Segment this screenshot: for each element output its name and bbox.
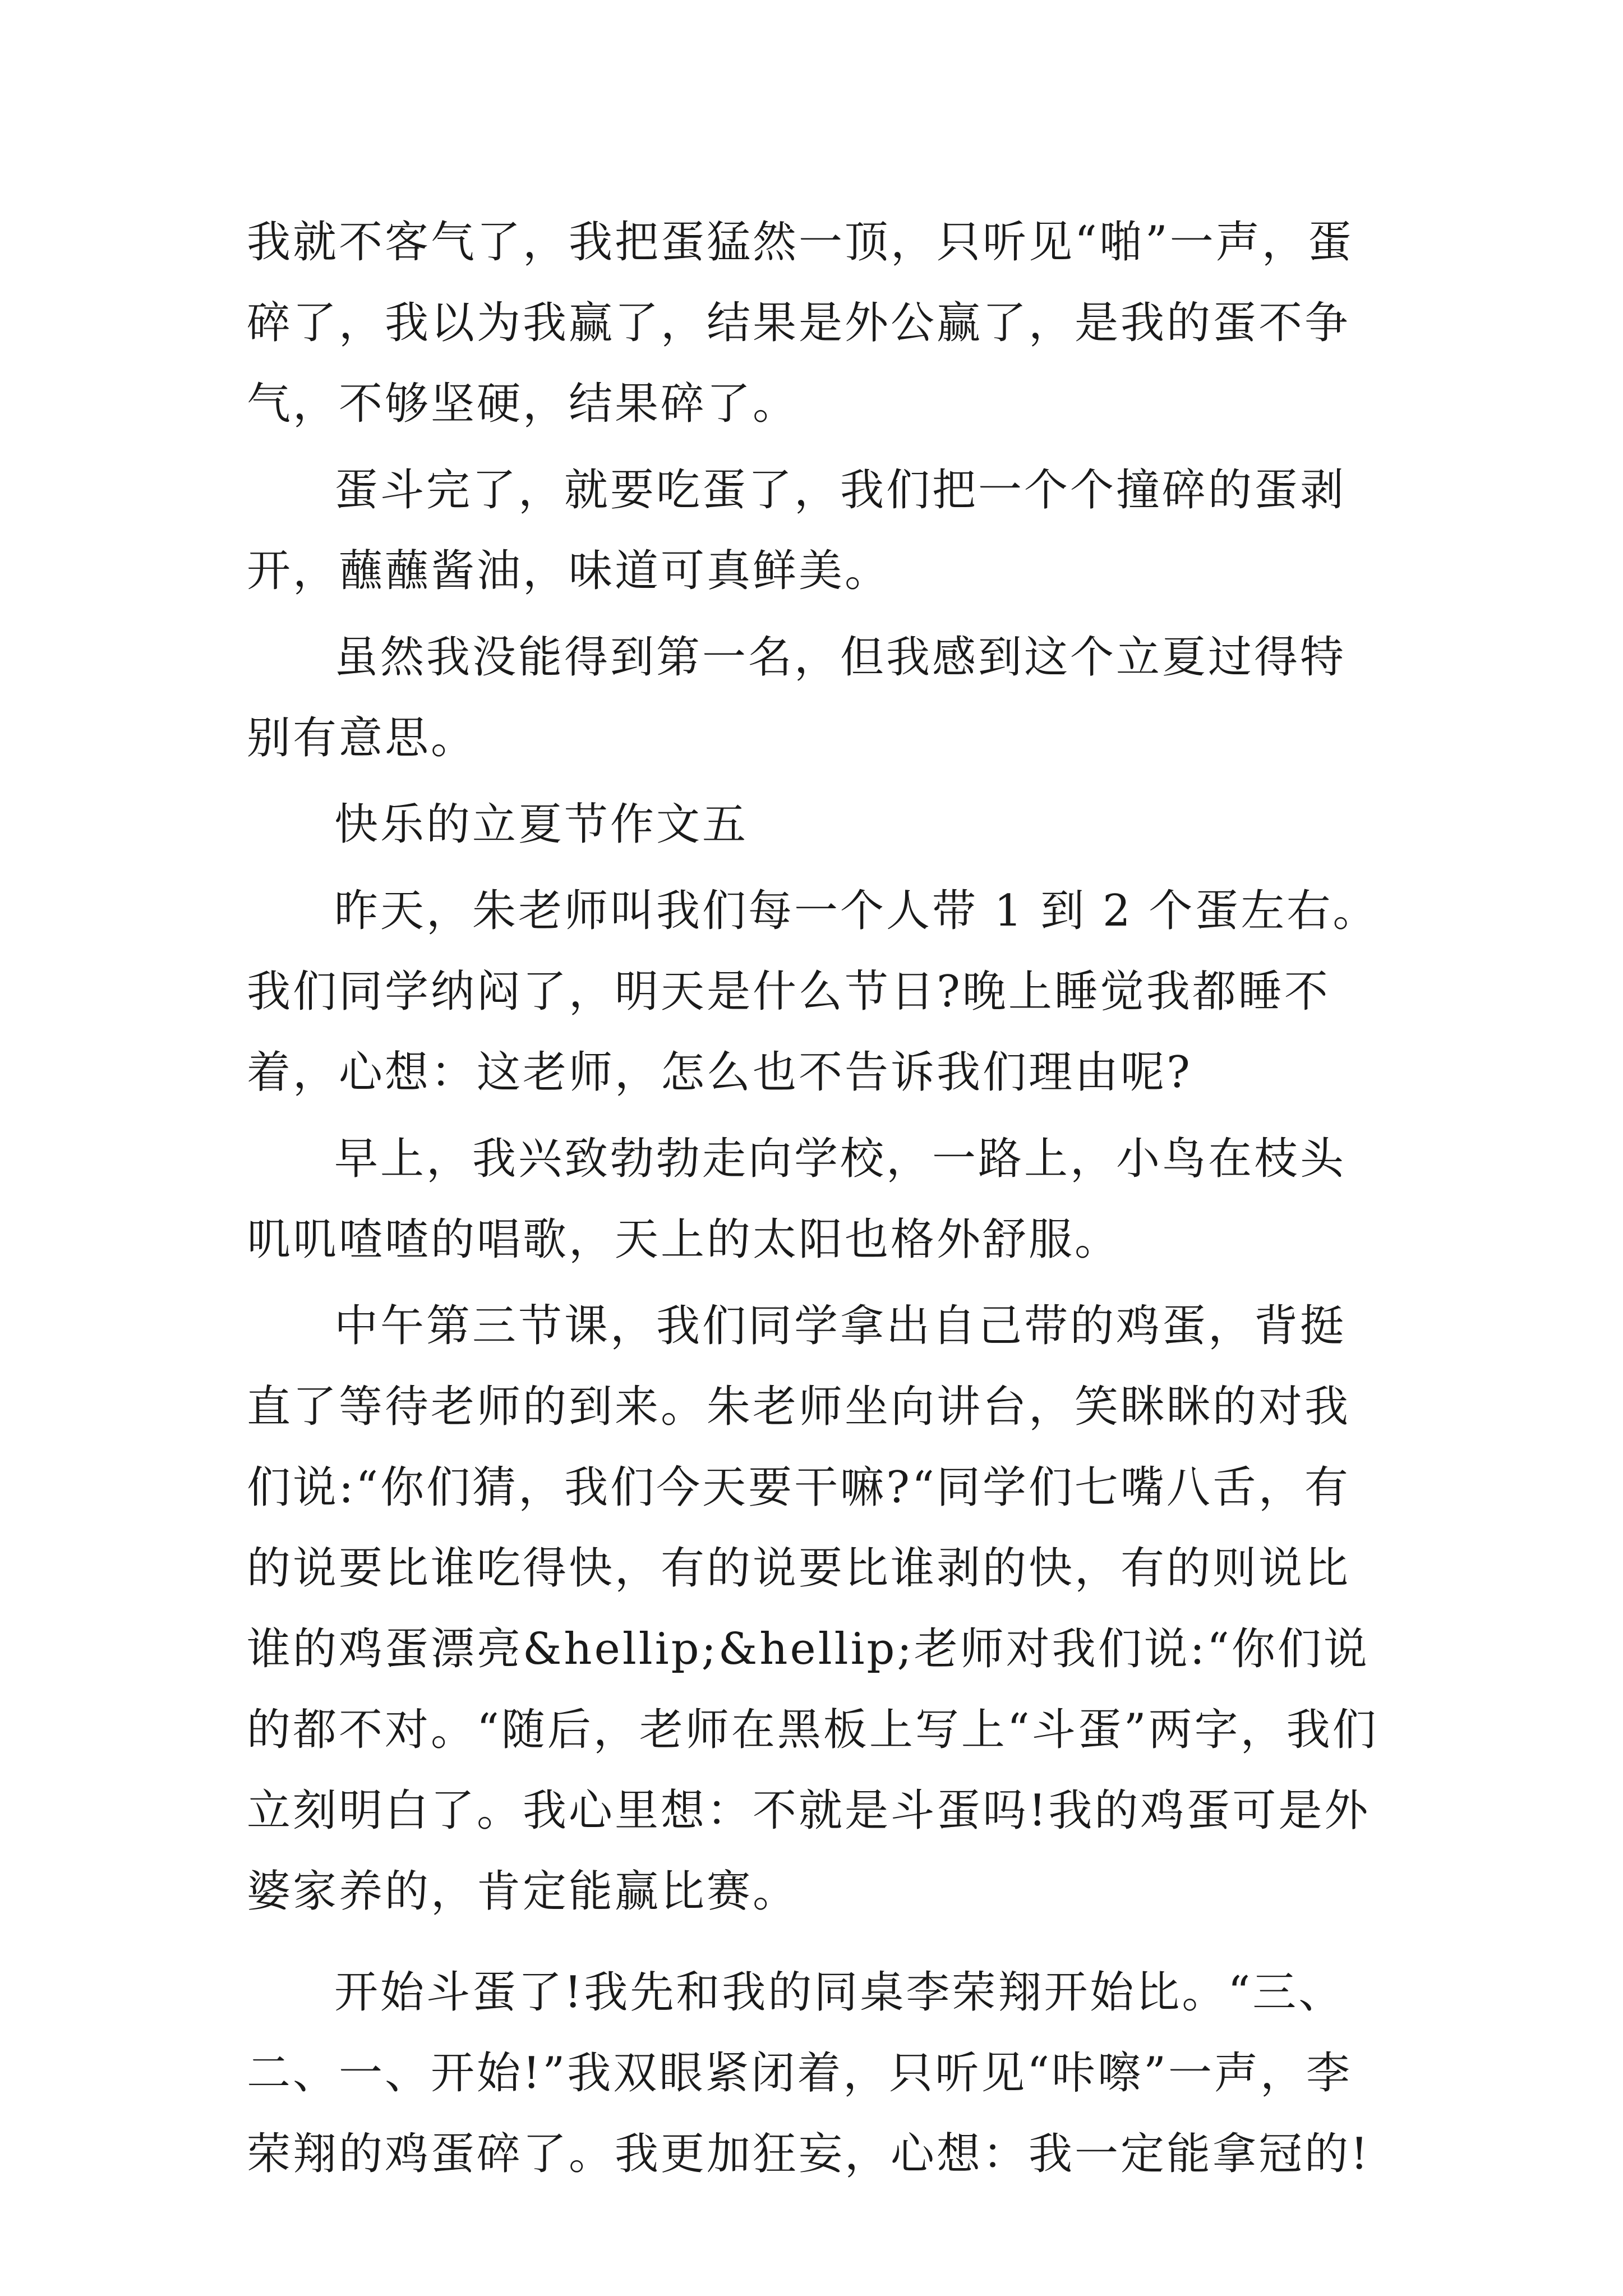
paragraph-interesting-summer: 虽然我没能得到第一名，但我感到这个立夏过得特别有意思。 [247, 632, 1347, 763]
paragraph-egg-broke: 我就不客气了，我把蛋猛然一顶，只听见“啪”一声，蛋碎了，我以为我赢了，结果是外公赢了，是我的蛋不争气，不够坚硬，结果碎了。 [247, 217, 1354, 429]
paragraph-start-fight: 开始斗蛋了!我先和我的同桌李荣翔开始比。“三、二、一、开始!”我双眼紧闭着，只听见“咔嚓”一声，李荣翔的鸡蛋碎了。我更加狂妄，心想：我一定能拿冠的! [247, 1967, 1371, 2179]
paragraph-third-class: 中午第三节课，我们同学拿出自己带的鸡蛋，背挺直了等待老师的到来。朱老师坐向讲台，笑眯眯的对我们说:“你们猜，我们今天要干嘛?“同学们七嘴八舌，有的说要比谁吃得快，有的说要比谁剥的快，有的则说比谁的鸡蛋漂亮&hellip;&hellip;老师对我们说:“你们说的都不对。“随后，老师在黑板上写上“斗蛋”两字，我们立刻明白了。我心里想：不就是斗蛋吗!我的鸡蛋可是外婆家养的，肯定能赢比赛。 [247, 1301, 1378, 1917]
essay-heading: 快乐的立夏节作文五 [334, 799, 749, 850]
paragraph-eating-eggs: 蛋斗完了，就要吃蛋了，我们把一个个撞碎的蛋剥开，蘸蘸酱油，味道可真鲜美。 [247, 465, 1347, 596]
document-page [247, 202, 1391, 2194]
paragraph-yesterday: 昨天，朱老师叫我们每一个人带 1 到 2 个蛋左右。我们同学纳闷了，明天是什么节日?晚上睡觉我都睡不着，心想：这老师，怎么也不告诉我们理由呢? [247, 886, 1379, 1098]
paragraph-morning: 早上，我兴致勃勃走向学校，一路上，小鸟在枝头叽叽喳喳的唱歌，天上的太阳也格外舒服。 [247, 1134, 1347, 1265]
